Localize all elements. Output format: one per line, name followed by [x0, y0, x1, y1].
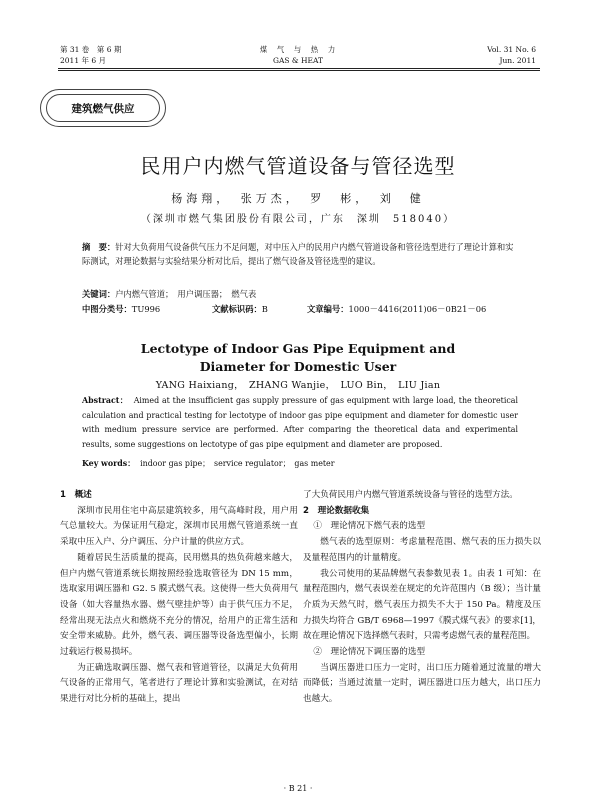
abstract-en	[82, 394, 518, 452]
section-1-paragraph-2: 随着居民生活质量的提高，民用燃具的热负荷越来越大，但户内燃气管道系统长期按照经验选取管径为 DN 15 mm，选取家用调压器和 G2. 5 膜式燃气表。这使得一些大负荷用气设备（如大容量热水器、燃气壁挂炉等）由于供气压力不足，经常出现无法点火和燃烧不充分的情况，给用户的正常生活和安全带来威胁。此外，燃气表、调压器等设备选型偏小，长期过载运行极易损坏。	[60, 552, 298, 658]
article-no-label: 文章编号：	[307, 304, 349, 314]
body-column-left	[60, 488, 298, 708]
abstract-cn-text: 针对大负荷用气设备供气压力不足问题，对中压入户的民用户内燃气管道设备和管径选型进行了理论计算和实际测试，对理论数据与实验结果分析对比后，提出了燃气设备及管径选型的建议。	[82, 242, 514, 266]
abstract-en-text: Aimed at the insufficient gas supply pressure of gas equipment with large load, the theoretical calculation and practical testing for lectotype of indoor gas pipe equipment and diameter for domestic user with medium pressure service are performed. After comparing the theoretical data and experimental results, some suggestions on lectotype of gas pipe equipment and diameter are proposed.	[82, 396, 518, 449]
doc-code-label: 文献标识码：	[212, 304, 262, 314]
journal-name-cn: 煤 气 与 热 力	[259, 45, 337, 54]
article-title-en	[0, 340, 596, 376]
keywords-en	[82, 458, 518, 470]
abstract-en-label: Abstract：	[82, 396, 129, 405]
section-1-paragraph-3-continued: 了大负荷民用户内燃气管道系统设备与管径的选型方法。	[303, 490, 518, 500]
journal-volume-info-en	[487, 44, 536, 66]
keywords-cn-text: 户内燃气管道； 用户调压器； 燃气表	[115, 289, 257, 299]
title-en-line1: Lectotype of Indoor Gas Pipe Equipment and	[140, 341, 456, 356]
section-2-heading: 2 理论数据收集	[303, 505, 370, 516]
volume-issue-en: Vol. 31 No. 6	[487, 45, 536, 54]
keywords-cn-label: 关键词：	[82, 289, 116, 299]
section-badge	[40, 89, 166, 127]
authors-en: YANG Haixiang， ZHANG Wanjie， LUO Bin， LIU Jian	[155, 380, 441, 391]
title-en-line2: Diameter for Domestic User	[199, 359, 397, 374]
clc-value: TU996	[131, 304, 161, 314]
journal-name-en: GAS & HEAT	[272, 56, 323, 65]
classification-meta	[82, 303, 518, 315]
abstract-cn-label: 摘 要：	[82, 242, 116, 252]
section-2-paragraph-1: 燃气表的选型原则：考虑量程范围、燃气表的压力损失以及量程范围内的计量精度。	[303, 537, 541, 563]
section-1-paragraph-1: 深圳市民用住宅中高层建筑较多，用气高峰时段，用户用气总量较大。为保证用气稳定，深圳市民用燃气管道系统一直采取中压入户、分户调压、分户计量的供应方式。	[60, 505, 298, 548]
issue-date-en: Jun. 2011	[499, 56, 536, 65]
header-rule-bottom	[58, 70, 540, 71]
keywords-en-text: indoor gas pipe； service regulator； gas meter	[140, 459, 335, 468]
section-badge-label: 建筑燃气供应	[46, 94, 160, 122]
keywords-cn	[82, 288, 518, 302]
doc-code-value: B	[261, 304, 268, 314]
section-2-paragraph-3: 当调压器进口压力一定时，出口压力随着通过流量的增大而降低；当通过流量一定时，调压器进口压力越大，出口压力也越大。	[303, 662, 541, 705]
authors-cn: 杨海翔， 张万杰， 罗 彬， 刘 健	[171, 192, 425, 205]
section-1-heading: 1 概述	[60, 490, 92, 500]
header-rule-top	[58, 68, 540, 69]
clc-label: 中图分类号：	[82, 304, 132, 314]
affiliation-cn: （深圳市燃气集团股份有限公司，广东 深圳 518040）	[140, 214, 456, 225]
volume-issue: 第 31 卷 第 6 期	[60, 45, 122, 54]
article-no-value: 1000－4416(2011)06－0B21－06	[348, 304, 487, 314]
keywords-en-label: Key words：	[82, 459, 136, 468]
article-title-cn: 民用户内燃气管道设备与管径选型	[140, 154, 456, 178]
issue-date: 2011 年 6 月	[60, 56, 107, 65]
abstract-cn	[82, 241, 518, 268]
body-column-right	[303, 488, 541, 708]
subsection-regulator-heading: ② 理论情况下调压器的选型	[313, 647, 426, 658]
section-2-paragraph-2: 我公司使用的某品牌燃气表参数见表 1。由表 1 可知：在量程范围内，燃气表误差在规定的允许范围内（B 级）；当计量介质为天然气时，燃气表压力损失不大于 150 Pa。精度及压力损失均符合 GB/T 6968—1997《膜式煤气表》的要求[1]，故在理论情况下选择燃气表时，只需考虑燃气表的量程范围。	[303, 568, 541, 642]
subsection-meter-heading: ① 理论情况下燃气表的选型	[313, 521, 426, 532]
section-1-paragraph-3: 为正确选取调压器、燃气表和管道管径，以满足大负荷用气设备的正常用气，笔者进行了理论计算和实验测试，在对结果进行对比分析的基础上，提出	[60, 662, 298, 705]
page-number: · B 21 ·	[283, 784, 313, 793]
